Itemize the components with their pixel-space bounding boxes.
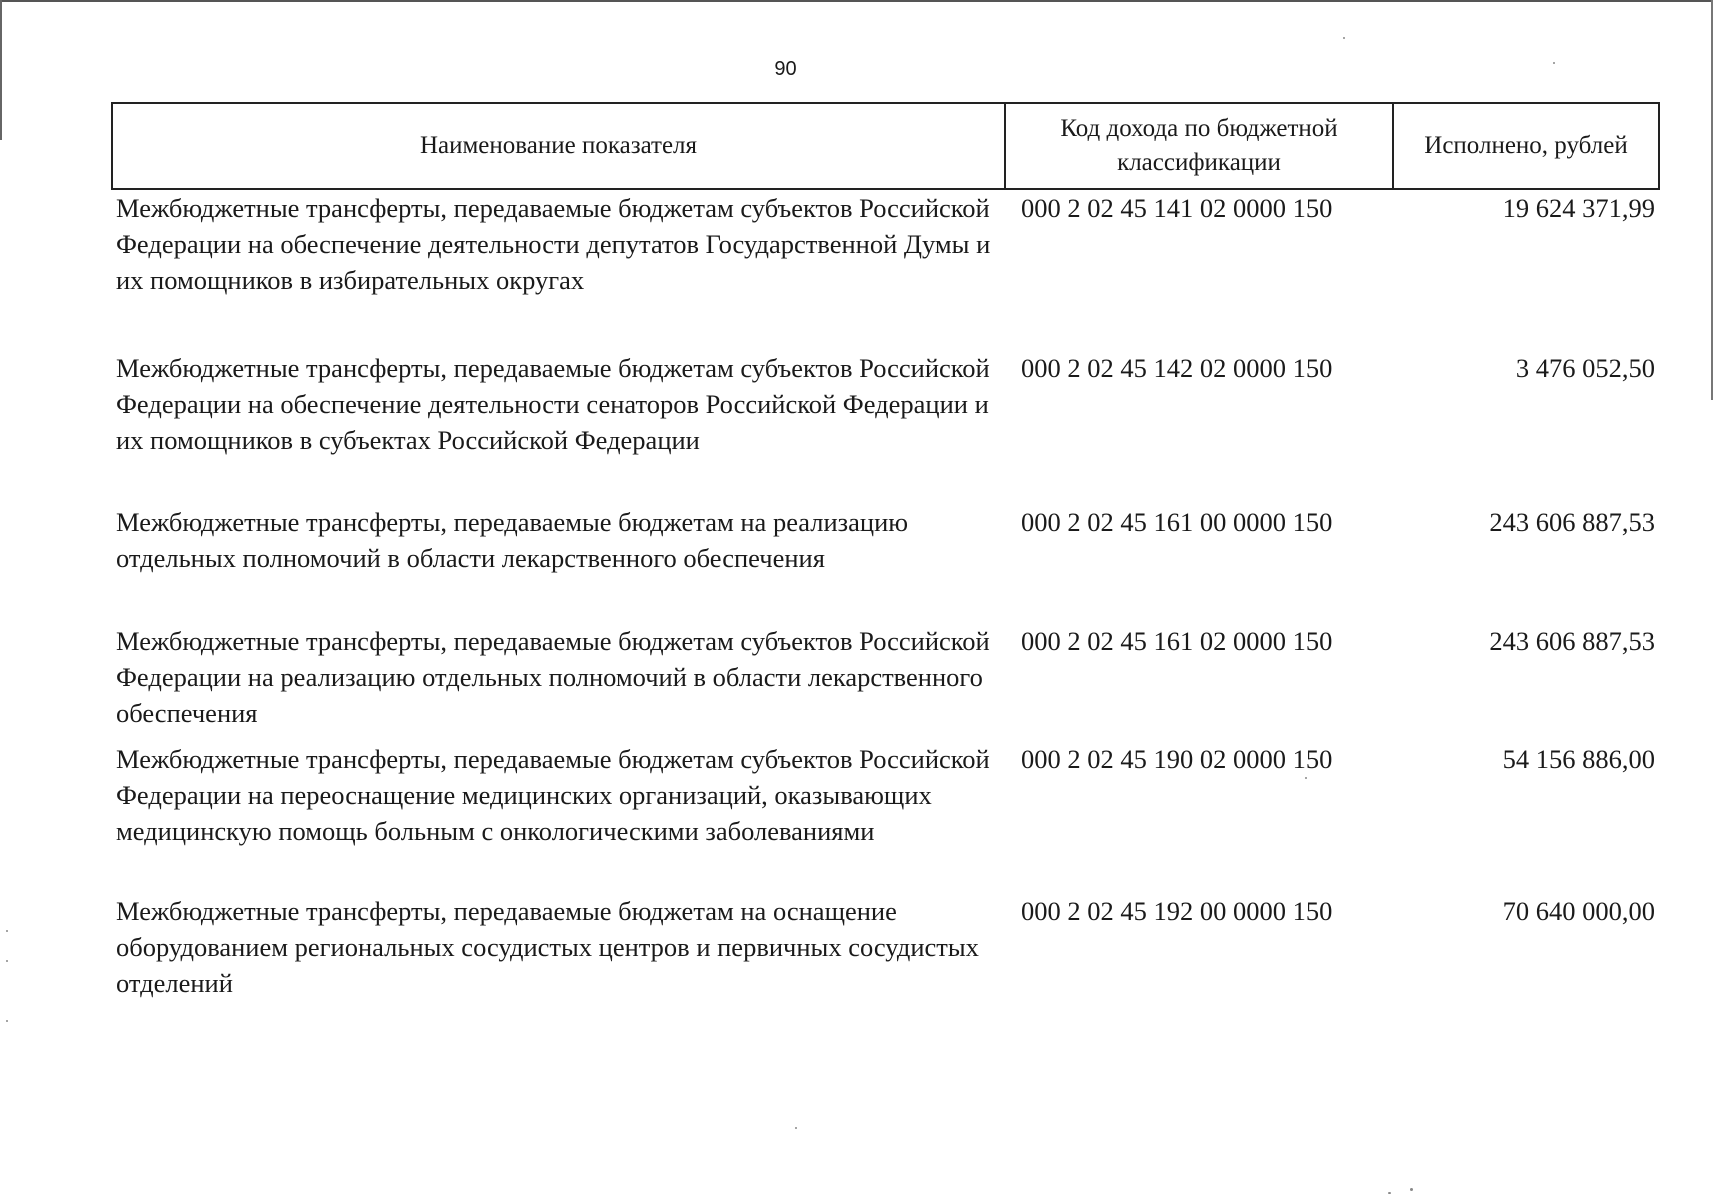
table-row (112, 623, 1659, 741)
scan-speck (1343, 37, 1345, 39)
row-executed-amount: 243 606 887,53 (1489, 626, 1655, 656)
row-revenue-code: 000 2 02 45 142 02 0000 150 (1021, 353, 1333, 383)
scan-speck (6, 930, 8, 932)
revenue-table (111, 102, 1660, 1013)
table-body (112, 189, 1659, 1013)
scan-speck (795, 1127, 797, 1129)
row-revenue-code: 000 2 02 45 192 00 0000 150 (1021, 896, 1333, 926)
row-indicator-name: Межбюджетные трансферты, передаваемые бюджетам субъектов Российской Федерации на переоснащение медицинских организаций, оказывающих медицинскую помощь больным с онкологическими заболеваниями (116, 744, 990, 846)
table-row (112, 350, 1659, 504)
row-indicator-name: Межбюджетные трансферты, передаваемые бюджетам субъектов Российской Федерации на обеспечение деятельности депутатов Государственной Думы и их помощников в избирательных округах (116, 193, 991, 295)
scan-speck (1305, 777, 1307, 779)
scan-speck (6, 1020, 8, 1022)
row-executed-amount: 243 606 887,53 (1489, 507, 1655, 537)
row-executed-amount: 54 156 886,00 (1502, 744, 1655, 774)
row-indicator-name: Межбюджетные трансферты, передаваемые бюджетам субъектов Российской Федерации на обеспечение деятельности сенаторов Российской Федерации и их помощников в субъектах Российской Федерации (116, 353, 990, 455)
header-indicator-name: Наименование показателя (112, 103, 1005, 189)
row-executed-amount: 70 640 000,00 (1502, 896, 1655, 926)
row-indicator-name: Межбюджетные трансферты, передаваемые бюджетам субъектов Российской Федерации на реализацию отдельных полномочий в области лекарственного обеспечения (116, 626, 990, 728)
scan-speck (1553, 62, 1555, 64)
scan-edge-top (0, 0, 1713, 2)
row-revenue-code: 000 2 02 45 141 02 0000 150 (1021, 193, 1333, 223)
header-executed-amount: Исполнено, рублей (1393, 103, 1659, 189)
page-number: 90 (774, 58, 797, 80)
table-row (112, 504, 1659, 623)
header-revenue-code: Код дохода по бюджетной классификации (1005, 103, 1393, 189)
header-row (112, 103, 1659, 189)
row-indicator-name: Межбюджетные трансферты, передаваемые бюджетам на оснащение оборудованием региональных сосудистых центров и первичных сосудистых отделений (116, 896, 979, 998)
row-revenue-code: 000 2 02 45 190 02 0000 150 (1021, 744, 1333, 774)
row-revenue-code: 000 2 02 45 161 00 0000 150 (1021, 507, 1333, 537)
table-row (112, 893, 1659, 1013)
row-executed-amount: 19 624 371,99 (1502, 193, 1655, 223)
row-indicator-name: Межбюджетные трансферты, передаваемые бюджетам на реализацию отдельных полномочий в области лекарственного обеспечения (116, 507, 909, 573)
row-revenue-code: 000 2 02 45 161 02 0000 150 (1021, 626, 1333, 656)
table-row (112, 741, 1659, 893)
row-executed-amount: 3 476 052,50 (1515, 353, 1655, 383)
scan-speck (1388, 1192, 1391, 1194)
table-header (112, 103, 1659, 189)
scan-speck (6, 960, 8, 962)
table-row (112, 189, 1659, 350)
scan-speck (1410, 1188, 1413, 1191)
